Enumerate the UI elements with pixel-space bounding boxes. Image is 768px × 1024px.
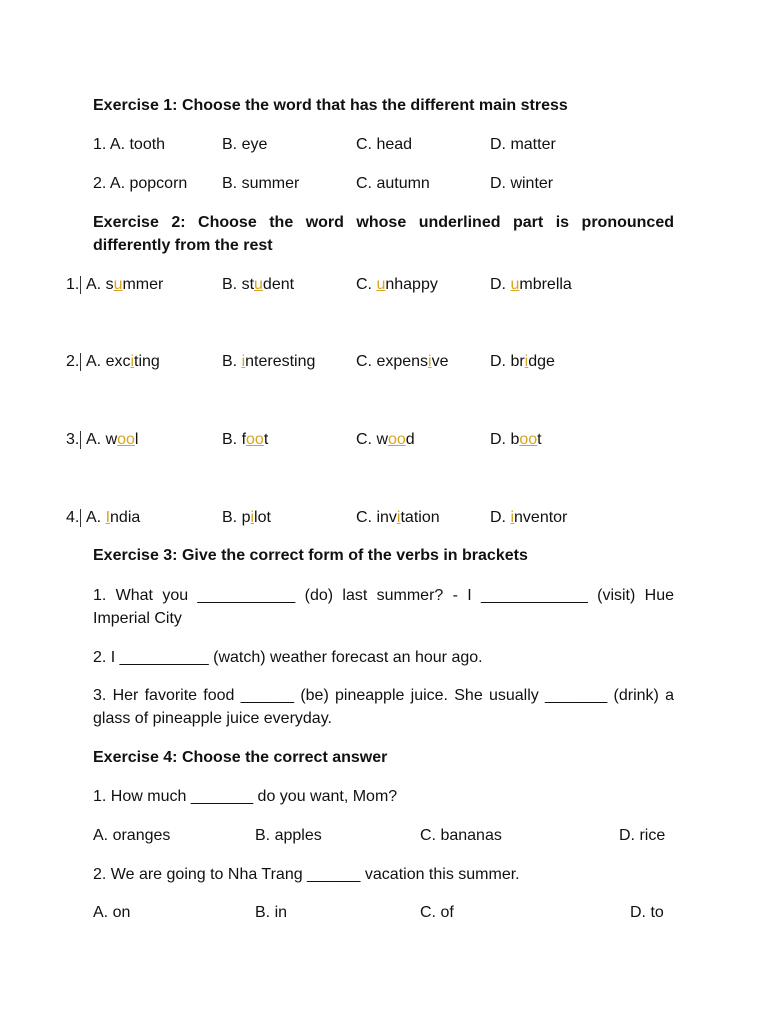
ex3-item-3: 3. Her favorite food ______ (be) pineapple juice. She usually _______ (drink) a glass of pineapple juice everyday.: [93, 687, 674, 727]
ex2-q4-c: C. invitation: [356, 509, 440, 526]
ex4-q2-question: 2. We are going to Nha Trang ______ vacation this summer.: [93, 866, 520, 883]
ex2-q1-number: 1.: [66, 276, 80, 293]
ex2-q2-a: A. exciting: [86, 353, 160, 370]
list-marker-bar: [80, 353, 81, 371]
ex2-q4-a: A. India: [86, 509, 141, 526]
list-marker-bar: [80, 509, 81, 527]
ex2-q4-b: B. pilot: [222, 509, 271, 526]
ex2-q2-c: C. expensive: [356, 353, 449, 370]
ex2-q2-number: 2.: [66, 353, 80, 370]
exercise-4-title: Exercise 4: Choose the correct answer: [93, 749, 388, 766]
ex1-q1-d: D. matter: [490, 136, 556, 153]
list-marker-bar: [80, 431, 81, 449]
ex2-q3-number: 3.: [66, 431, 80, 448]
ex4-q1-b: B. apples: [255, 827, 322, 844]
ex1-q2-c: C. autumn: [356, 175, 430, 192]
ex2-q3-a: A. wool: [86, 431, 139, 448]
ex4-q1-d: D. rice: [619, 827, 666, 844]
ex3-item-1: 1. What you ___________ (do) last summer? - I ____________ (visit) Hue Imperial City: [93, 587, 674, 627]
ex2-q3-b: B. foot: [222, 431, 269, 448]
ex2-q1-b: B. student: [222, 276, 295, 293]
exercise-2-title: Exercise 2: Choose the word whose underlined part is pronounced differently from the rest: [93, 214, 674, 254]
ex1-q1-a: 1. A. tooth: [93, 136, 166, 153]
ex2-q3-d: D. boot: [490, 431, 542, 448]
ex1-q1-b: B. eye: [222, 136, 268, 153]
ex4-q1-c: C. bananas: [420, 827, 502, 844]
ex1-q2-b: B. summer: [222, 175, 300, 192]
ex1-q2-d: D. winter: [490, 175, 554, 192]
ex4-q2-d: D. to: [630, 904, 664, 921]
ex4-q2-a: A. on: [93, 904, 131, 921]
ex4-q2-b: B. in: [255, 904, 288, 921]
ex1-q2-a: 2. A. popcorn: [93, 175, 188, 192]
list-marker-bar: [80, 276, 81, 294]
ex1-q1-c: C. head: [356, 136, 413, 153]
ex2-q1-c: C. unhappy: [356, 276, 438, 293]
ex2-q2-d: D. bridge: [490, 353, 555, 370]
ex2-q4-number: 4.: [66, 509, 80, 526]
exercise-3-title: Exercise 3: Give the correct form of the verbs in brackets: [93, 547, 528, 564]
ex2-q3-c: C. wood: [356, 431, 415, 448]
ex2-q4-d: D. inventor: [490, 509, 568, 526]
exercise-1-title: Exercise 1: Choose the word that has the different main stress: [93, 97, 568, 114]
ex4-q1-a: A. oranges: [93, 827, 171, 844]
ex4-q2-c: C. of: [420, 904, 454, 921]
ex2-q1-a: A. summer: [86, 276, 164, 293]
ex3-item-2: 2. I __________ (watch) weather forecast an hour ago.: [93, 649, 483, 666]
ex4-q1-question: 1. How much _______ do you want, Mom?: [93, 788, 398, 805]
ex2-q1-d: D. umbrella: [490, 276, 572, 293]
ex2-q2-b: B. interesting: [222, 353, 316, 370]
